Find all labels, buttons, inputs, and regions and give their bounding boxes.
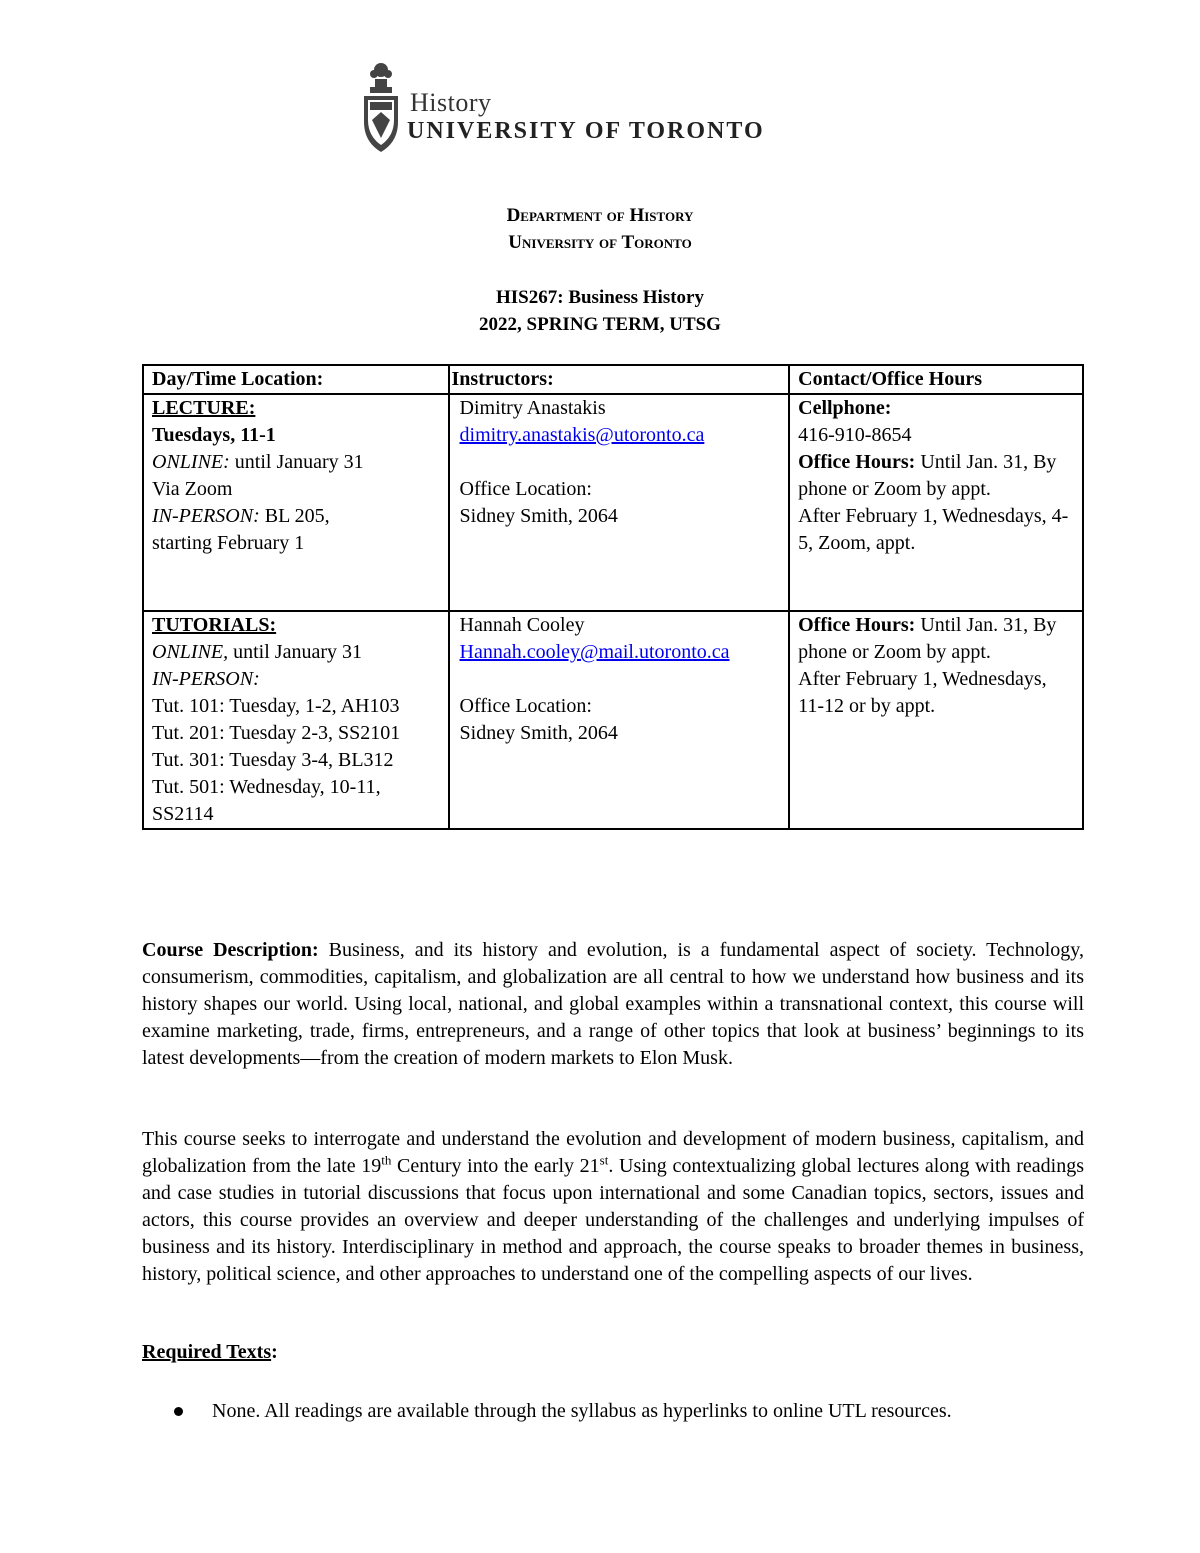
table-header-row (143, 365, 1083, 394)
university-logo (360, 60, 790, 160)
ta-office-hours: Office Hours: Until Jan. 31, By phone or Zoom by appt. (798, 614, 1057, 663)
lecture-starting: starting February 1 (152, 532, 305, 554)
instructor-office-location: Sidney Smith, 2064 (459, 505, 618, 527)
course-description-label: Course Description: (142, 939, 319, 961)
instructor-email-link[interactable]: dimitry.anastakis@utoronto.ca (459, 424, 705, 446)
header-daytime: Day/Time Location: (143, 365, 449, 394)
list-item: None. All readings are available through the syllabus as hyperlinks to online UTL resources. (172, 1398, 1052, 1425)
ta-contact-cell (789, 611, 1083, 829)
tutorials-label: TUTORIALS: (152, 614, 277, 636)
header-instructors: Instructors: (449, 365, 790, 394)
ta-email-link[interactable]: Hannah.cooley@mail.utoronto.ca (459, 641, 730, 663)
tutorials-online: ONLINE, until January 31 (152, 641, 362, 663)
lecture-label: LECTURE: (152, 397, 256, 419)
course-overview-paragraph: This course seeks to interrogate and understand the evolution and development of modern business, capitalism, and globalization from the late 19th Century into the early 21st. Using contextualizing global lectures along with readings and case studies in tutorial discussions that focus upon international and some Canadian topics, sectors, issues and actors, this course provides an overview and deeper understanding of the challenges and underlying impulses of business and its history. Interdisciplinary in method and approach, the course speaks to broader themes in business, history, political science, and other approaches to understand one of the compelling aspects of our lives. (142, 1128, 1085, 1285)
tutorial-item: Tut. 201: Tuesday 2-3, SS2101 (152, 722, 401, 744)
term-title: 2022, SPRING TERM, UTSG (479, 314, 721, 335)
university-title: University of Toronto (508, 232, 692, 253)
cellphone-label: Cellphone: (798, 397, 892, 419)
table-row-tutorials (143, 611, 1083, 829)
lecture-via: Via Zoom (152, 478, 233, 500)
lecture-online: ONLINE: until January 31 (152, 451, 364, 473)
course-title: HIS267: Business History (496, 287, 704, 308)
ta-office-label: Office Location: (459, 695, 592, 717)
department-title: Department of History (506, 205, 694, 226)
logo-university-text: UNIVERSITY OF TORONTO (407, 118, 765, 144)
instructor-office-label: Office Location: (459, 478, 592, 500)
ta-after-feb: After February 1, Wednesdays, 11-12 or by appt. (798, 668, 1047, 717)
tutorial-item: Tut. 101: Tuesday, 1-2, AH103 (152, 695, 400, 717)
course-description (142, 937, 1084, 1072)
course-description-text: Business, and its history and evolution, is a fundamental aspect of society. Technology, consumerism, commodities, capitalism, and globalization are all central to how we understand how business and its history shapes our world. Using local, national, and global examples within a transnational context, this course will examine marketing, trade, firms, entrepreneurs, and a range of other topics that look at business’ beginnings to its latest developments—from the creation of modern markets to Elon Musk. (142, 939, 1085, 1069)
tutorials-inperson: IN-PERSON: (152, 668, 260, 690)
tutorial-item: Tut. 301: Tuesday 3-4, BL312 (152, 749, 394, 771)
cellphone-number: 416-910-8654 (798, 424, 912, 446)
bullet-icon (174, 1407, 183, 1416)
table-row-lecture (143, 394, 1083, 611)
required-texts-list (172, 1398, 1052, 1425)
tutorial-item: Tut. 501: Wednesday, 10-11, SS2114 (152, 776, 381, 825)
instructor-contact-cell (789, 394, 1083, 611)
ta-office-location: Sidney Smith, 2064 (459, 722, 618, 744)
ta-name: Hannah Cooley (459, 614, 585, 636)
instructor-after-feb: After February 1, Wednesdays, 4-5, Zoom, appt. (798, 505, 1069, 554)
lecture-inperson: IN-PERSON: BL 205, (152, 505, 330, 527)
ta-cell (449, 611, 790, 829)
tutorials-cell (143, 611, 449, 829)
instructor-name: Dimitry Anastakis (459, 397, 606, 419)
logo-history-text: History (410, 88, 492, 117)
crest-icon (360, 60, 402, 156)
header-contact: Contact/Office Hours (789, 365, 1083, 394)
course-info-table (142, 364, 1084, 830)
instructor-office-hours: Office Hours: Until Jan. 31, By phone or Zoom by appt. (798, 451, 1057, 500)
required-texts-heading: Required Texts: (142, 1341, 278, 1363)
instructor-cell (449, 394, 790, 611)
lecture-cell (143, 394, 449, 611)
lecture-time: Tuesdays, 11-1 (152, 424, 276, 446)
